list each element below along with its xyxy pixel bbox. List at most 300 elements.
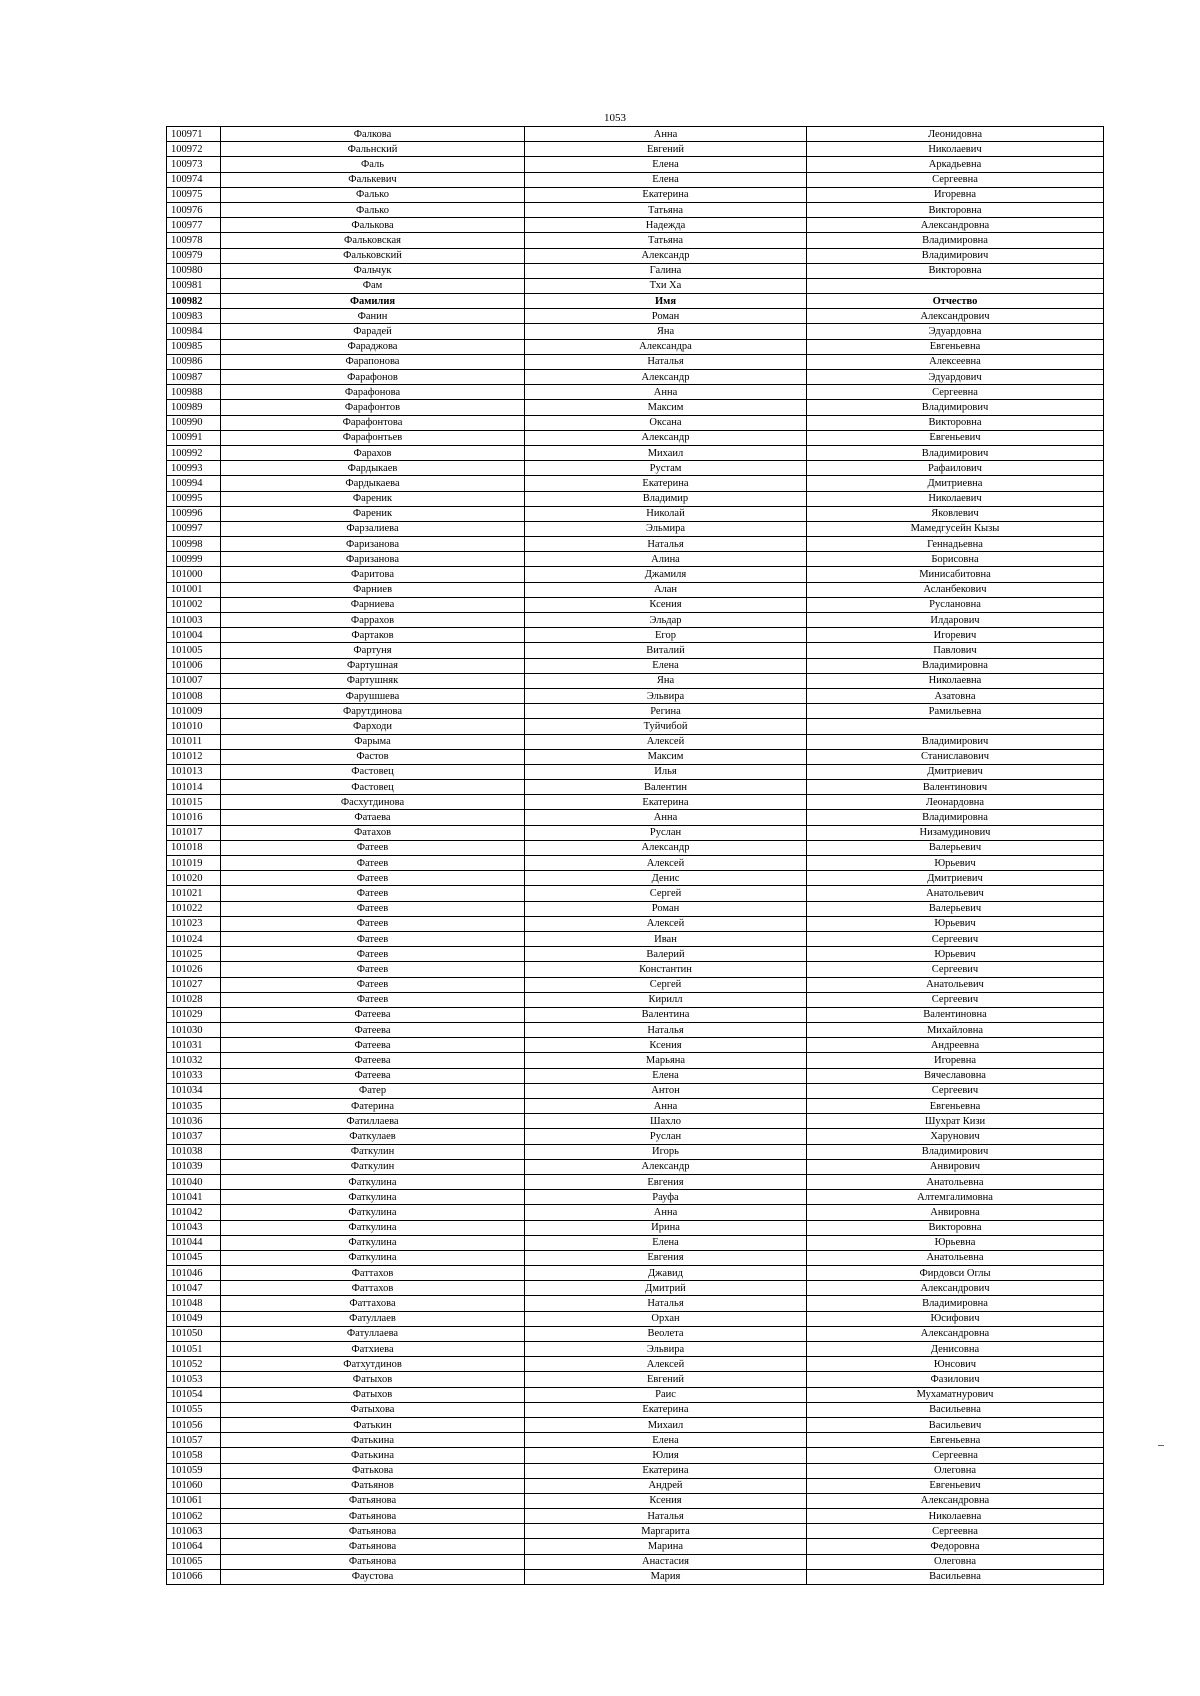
table-row [167,597,1104,612]
patronymic-cell: Анвирович [807,1159,1104,1174]
record-id-cell: 101056 [167,1417,221,1432]
patronymic-cell: Юрьевич [807,916,1104,931]
first-name-cell: Антон [525,1083,807,1098]
patronymic-cell: Александрович [807,309,1104,324]
first-name-cell: Алексей [525,734,807,749]
first-name-cell: Константин [525,962,807,977]
patronymic-cell [807,719,1104,734]
patronymic-cell: Владимирович [807,445,1104,460]
patronymic-cell: Павлович [807,643,1104,658]
table-row [167,1053,1104,1068]
table-row [167,704,1104,719]
first-name-cell: Шахло [525,1114,807,1129]
first-name-cell: Александра [525,339,807,354]
first-name-cell: Эльвира [525,688,807,703]
first-name-cell: Виталий [525,643,807,658]
record-id-cell: 100980 [167,263,221,278]
table-row [167,1554,1104,1569]
patronymic-cell: Викторовна [807,202,1104,217]
first-name-cell: Владимир [525,491,807,506]
scan-mark [1158,1445,1164,1446]
last-name-cell: Фальковская [221,233,525,248]
table-row [167,1463,1104,1478]
record-id-cell: 100976 [167,202,221,217]
first-name-cell: Алина [525,552,807,567]
record-id-cell: 101012 [167,749,221,764]
table-row [167,1129,1104,1144]
table-row [167,218,1104,233]
first-name-cell: Имя [525,294,807,309]
patronymic-cell: Анатольевич [807,977,1104,992]
first-name-cell: Максим [525,749,807,764]
first-name-cell: Алексей [525,916,807,931]
first-name-cell: Николай [525,506,807,521]
patronymic-cell: Вячеславовна [807,1068,1104,1083]
last-name-cell: Фальковский [221,248,525,263]
last-name-cell: Фатуллаева [221,1326,525,1341]
patronymic-cell: Владимировна [807,658,1104,673]
last-name-cell: Фарафонов [221,370,525,385]
first-name-cell: Михаил [525,445,807,460]
record-id-cell: 101013 [167,764,221,779]
patronymic-cell: Николаевич [807,491,1104,506]
last-name-cell: Фарутдинова [221,704,525,719]
first-name-cell: Сергей [525,977,807,992]
first-name-cell: Екатерина [525,795,807,810]
patronymic-cell: Сергеевич [807,962,1104,977]
record-id-cell: 101051 [167,1342,221,1357]
last-name-cell: Фатхутдинов [221,1357,525,1372]
patronymic-cell: Евгеньевна [807,1433,1104,1448]
first-name-cell: Анна [525,385,807,400]
patronymic-cell: Анвировна [807,1205,1104,1220]
table-row [167,962,1104,977]
last-name-cell: Фаррахов [221,613,525,628]
record-id-cell: 101026 [167,962,221,977]
table-row [167,202,1104,217]
last-name-cell: Фатыхов [221,1387,525,1402]
record-id-cell: 100974 [167,172,221,187]
patronymic-cell: Александровна [807,1493,1104,1508]
patronymic-cell: Владимирович [807,400,1104,415]
record-id-cell: 100987 [167,370,221,385]
patronymic-cell: Юсифович [807,1311,1104,1326]
patronymic-cell: Сергеевна [807,172,1104,187]
table-row [167,901,1104,916]
patronymic-cell: Анатольевна [807,1174,1104,1189]
last-name-cell: Фаль [221,157,525,172]
table-row [167,491,1104,506]
patronymic-cell: Александровна [807,218,1104,233]
last-name-cell: Фальнский [221,142,525,157]
record-id-cell: 101031 [167,1038,221,1053]
last-name-cell: Фарапонова [221,354,525,369]
record-id-cell: 101041 [167,1190,221,1205]
table-row [167,1114,1104,1129]
first-name-cell: Эльмира [525,521,807,536]
table-row [167,476,1104,491]
patronymic-cell: Николаевич [807,142,1104,157]
table-row [167,461,1104,476]
table-row [167,521,1104,536]
patronymic-cell: Харунович [807,1129,1104,1144]
first-name-cell: Алексей [525,1357,807,1372]
last-name-cell: Фатеева [221,1053,525,1068]
last-name-cell: Фарниева [221,597,525,612]
record-id-cell: 100986 [167,354,221,369]
record-id-cell: 100982 [167,294,221,309]
first-name-cell: Евгения [525,1250,807,1265]
last-name-cell: Фарадей [221,324,525,339]
table-row [167,977,1104,992]
last-name-cell: Фатькова [221,1463,525,1478]
record-id-cell: 101052 [167,1357,221,1372]
table-row [167,1448,1104,1463]
last-name-cell: Фатеева [221,1038,525,1053]
last-name-cell: Фаткулина [221,1190,525,1205]
first-name-cell: Джавид [525,1266,807,1281]
first-name-cell: Валентин [525,780,807,795]
record-id-cell: 100985 [167,339,221,354]
record-id-cell: 101048 [167,1296,221,1311]
first-name-cell: Оксана [525,415,807,430]
first-name-cell: Яна [525,324,807,339]
last-name-cell: Фалько [221,187,525,202]
patronymic-cell: Аркадьевна [807,157,1104,172]
patronymic-cell: Игоревна [807,1053,1104,1068]
record-id-cell: 101022 [167,901,221,916]
first-name-cell: Валентина [525,1007,807,1022]
last-name-cell: Фарафонтьев [221,430,525,445]
first-name-cell: Кирилл [525,992,807,1007]
table-row [167,537,1104,552]
last-name-cell: Фаттахова [221,1296,525,1311]
last-name-cell: Фареник [221,491,525,506]
patronymic-cell: Евгеньевна [807,1099,1104,1114]
record-id-cell: 101066 [167,1569,221,1584]
first-name-cell: Наталья [525,537,807,552]
record-id-cell: 100977 [167,218,221,233]
patronymic-cell: Анатольевич [807,886,1104,901]
first-name-cell: Елена [525,157,807,172]
patronymic-cell: Васильевич [807,1417,1104,1432]
first-name-cell: Рустам [525,461,807,476]
first-name-cell: Алексей [525,856,807,871]
last-name-cell: Фартушная [221,658,525,673]
record-id-cell: 101020 [167,871,221,886]
table-row [167,1493,1104,1508]
last-name-cell: Фаризанова [221,552,525,567]
patronymic-cell: Отчество [807,294,1104,309]
table-row [167,886,1104,901]
last-name-cell: Фареник [221,506,525,521]
first-name-cell: Татьяна [525,233,807,248]
patronymic-cell: Владимировна [807,1296,1104,1311]
record-id-cell: 101042 [167,1205,221,1220]
last-name-cell: Фатер [221,1083,525,1098]
patronymic-cell: Евгеньевич [807,430,1104,445]
first-name-cell: Марина [525,1539,807,1554]
first-name-cell: Александр [525,430,807,445]
table-row [167,278,1104,293]
first-name-cell: Денис [525,871,807,886]
table-row [167,552,1104,567]
table-row [167,1281,1104,1296]
patronymic-cell: Владимирович [807,248,1104,263]
patronymic-cell: Юрьевна [807,1235,1104,1250]
last-name-cell: Фам [221,278,525,293]
first-name-cell: Максим [525,400,807,415]
record-id-cell: 101058 [167,1448,221,1463]
first-name-cell: Марьяна [525,1053,807,1068]
last-name-cell: Фараджова [221,339,525,354]
first-name-cell: Эльвира [525,1342,807,1357]
table-row [167,795,1104,810]
record-id-cell: 101043 [167,1220,221,1235]
patronymic-cell: Азатовна [807,688,1104,703]
table-row [167,719,1104,734]
last-name-cell: Фатуллаев [221,1311,525,1326]
patronymic-cell: Викторовна [807,263,1104,278]
first-name-cell: Руслан [525,1129,807,1144]
patronymic-cell: Эдуардовна [807,324,1104,339]
patronymic-cell: Алтемгалимовна [807,1190,1104,1205]
record-id-cell: 100978 [167,233,221,248]
patronymic-cell: Васильевна [807,1402,1104,1417]
last-name-cell: Фатеев [221,856,525,871]
patronymic-cell: Дмитриевна [807,476,1104,491]
table-row [167,1159,1104,1174]
record-id-cell: 101050 [167,1326,221,1341]
table-row [167,309,1104,324]
record-id-cell: 101023 [167,916,221,931]
record-id-cell: 100979 [167,248,221,263]
record-id-cell: 100984 [167,324,221,339]
table-row [167,1539,1104,1554]
first-name-cell: Джамиля [525,567,807,582]
last-name-cell: Фатеев [221,931,525,946]
first-name-cell: Евгений [525,142,807,157]
table-row [167,856,1104,871]
first-name-cell: Елена [525,1235,807,1250]
last-name-cell: Фарходи [221,719,525,734]
patronymic-cell: Яковлевич [807,506,1104,521]
table-row [167,992,1104,1007]
record-id-cell: 100997 [167,521,221,536]
table-row [167,187,1104,202]
patronymic-cell: Игоревич [807,628,1104,643]
first-name-cell: Евгений [525,1372,807,1387]
last-name-cell: Фатькин [221,1417,525,1432]
first-name-cell: Яна [525,673,807,688]
record-id-cell: 101045 [167,1250,221,1265]
table-row [167,749,1104,764]
first-name-cell: Ксения [525,1493,807,1508]
table-row [167,1023,1104,1038]
last-name-cell: Фарафонова [221,385,525,400]
patronymic-cell: Сергеевна [807,1448,1104,1463]
first-name-cell: Анна [525,127,807,142]
table-row [167,157,1104,172]
first-name-cell: Тхи Ха [525,278,807,293]
table-row [167,1387,1104,1402]
table-row [167,1326,1104,1341]
first-name-cell: Туйчибой [525,719,807,734]
table-row [167,1433,1104,1448]
table-row [167,613,1104,628]
last-name-cell: Фалько [221,202,525,217]
patronymic-cell: Олеговна [807,1463,1104,1478]
last-name-cell: Фатьянова [221,1539,525,1554]
first-name-cell: Роман [525,309,807,324]
table-row [167,916,1104,931]
last-name-cell: Фаткулин [221,1144,525,1159]
record-id-cell: 101065 [167,1554,221,1569]
last-name-cell: Фатеев [221,962,525,977]
patronymic-cell: Евгеньевна [807,339,1104,354]
table-row [167,780,1104,795]
record-id-cell: 100972 [167,142,221,157]
patronymic-cell: Илдарович [807,613,1104,628]
record-id-cell: 101049 [167,1311,221,1326]
record-id-cell: 101016 [167,810,221,825]
table-row [167,263,1104,278]
first-name-cell: Ксения [525,1038,807,1053]
last-name-cell: Фарахов [221,445,525,460]
record-id-cell: 101053 [167,1372,221,1387]
table-row [167,294,1104,309]
table-row [167,871,1104,886]
table-row [167,1220,1104,1235]
last-name-cell: Фаттахов [221,1281,525,1296]
patronymic-cell: Эдуардович [807,370,1104,385]
last-name-cell: Фатеев [221,977,525,992]
first-name-cell: Елена [525,1433,807,1448]
table-row [167,354,1104,369]
patronymic-cell: Владимировна [807,233,1104,248]
last-name-cell: Фастовец [221,780,525,795]
first-name-cell: Наталья [525,1023,807,1038]
patronymic-cell: Сергеевич [807,992,1104,1007]
last-name-cell: Фатьянова [221,1509,525,1524]
table-row [167,643,1104,658]
table-row [167,1357,1104,1372]
patronymic-cell: Станиславович [807,749,1104,764]
patronymic-cell: Валентиновна [807,1007,1104,1022]
first-name-cell: Роман [525,901,807,916]
first-name-cell: Татьяна [525,202,807,217]
record-id-cell: 100981 [167,278,221,293]
record-id-cell: 100973 [167,157,221,172]
first-name-cell: Екатерина [525,1402,807,1417]
last-name-cell: Фаткулина [221,1205,525,1220]
last-name-cell: Фартаков [221,628,525,643]
last-name-cell: Фатькина [221,1433,525,1448]
patronymic-cell: Рамильевна [807,704,1104,719]
last-name-cell: Фатькина [221,1448,525,1463]
last-name-cell: Фатиллаева [221,1114,525,1129]
patronymic-cell: Александровна [807,1326,1104,1341]
table-row [167,810,1104,825]
patronymic-cell: Валерьевич [807,901,1104,916]
record-id-cell: 100989 [167,400,221,415]
patronymic-cell: Дмитриевич [807,764,1104,779]
record-id-cell: 101009 [167,704,221,719]
registry-table [166,126,1104,1585]
last-name-cell: Фаритова [221,567,525,582]
patronymic-cell: Николаевна [807,673,1104,688]
table-row [167,1083,1104,1098]
record-id-cell: 101001 [167,582,221,597]
last-name-cell: Фаткулаев [221,1129,525,1144]
first-name-cell: Евгения [525,1174,807,1189]
record-id-cell: 101035 [167,1099,221,1114]
record-id-cell: 101000 [167,567,221,582]
first-name-cell: Илья [525,764,807,779]
record-id-cell: 101059 [167,1463,221,1478]
record-id-cell: 101033 [167,1068,221,1083]
first-name-cell: Раис [525,1387,807,1402]
last-name-cell: Фарафонтова [221,415,525,430]
record-id-cell: 101030 [167,1023,221,1038]
last-name-cell: Фартушняк [221,673,525,688]
first-name-cell: Александр [525,370,807,385]
last-name-cell: Фатьянова [221,1554,525,1569]
table-row [167,445,1104,460]
last-name-cell: Фатеева [221,1023,525,1038]
last-name-cell: Фаткулин [221,1159,525,1174]
table-row [167,931,1104,946]
last-name-cell: Фатьянова [221,1493,525,1508]
record-id-cell: 100994 [167,476,221,491]
record-id-cell: 101038 [167,1144,221,1159]
table-row [167,658,1104,673]
patronymic-cell: Валерьевич [807,840,1104,855]
record-id-cell: 100998 [167,537,221,552]
patronymic-cell: Александрович [807,1281,1104,1296]
first-name-cell: Сергей [525,886,807,901]
last-name-cell: Фатеев [221,871,525,886]
patronymic-cell: Леонардовна [807,795,1104,810]
first-name-cell: Алан [525,582,807,597]
table-row [167,400,1104,415]
record-id-cell: 101054 [167,1387,221,1402]
last-name-cell: Фалькевич [221,172,525,187]
patronymic-cell: Низамудинович [807,825,1104,840]
first-name-cell: Регина [525,704,807,719]
record-id-cell: 101044 [167,1235,221,1250]
table-row [167,1478,1104,1493]
patronymic-cell: Сергеевич [807,1083,1104,1098]
last-name-cell: Фатеев [221,947,525,962]
table-row [167,582,1104,597]
table-row [167,1205,1104,1220]
table-row [167,385,1104,400]
first-name-cell: Наталья [525,354,807,369]
first-name-cell: Александр [525,1159,807,1174]
first-name-cell: Екатерина [525,187,807,202]
table-row [167,1296,1104,1311]
patronymic-cell: Васильевна [807,1569,1104,1584]
record-id-cell: 100995 [167,491,221,506]
last-name-cell: Фалкова [221,127,525,142]
table-row [167,506,1104,521]
table-row [167,1235,1104,1250]
record-id-cell: 101040 [167,1174,221,1189]
first-name-cell: Андрей [525,1478,807,1493]
patronymic-cell: Михайловна [807,1023,1104,1038]
first-name-cell: Михаил [525,1417,807,1432]
